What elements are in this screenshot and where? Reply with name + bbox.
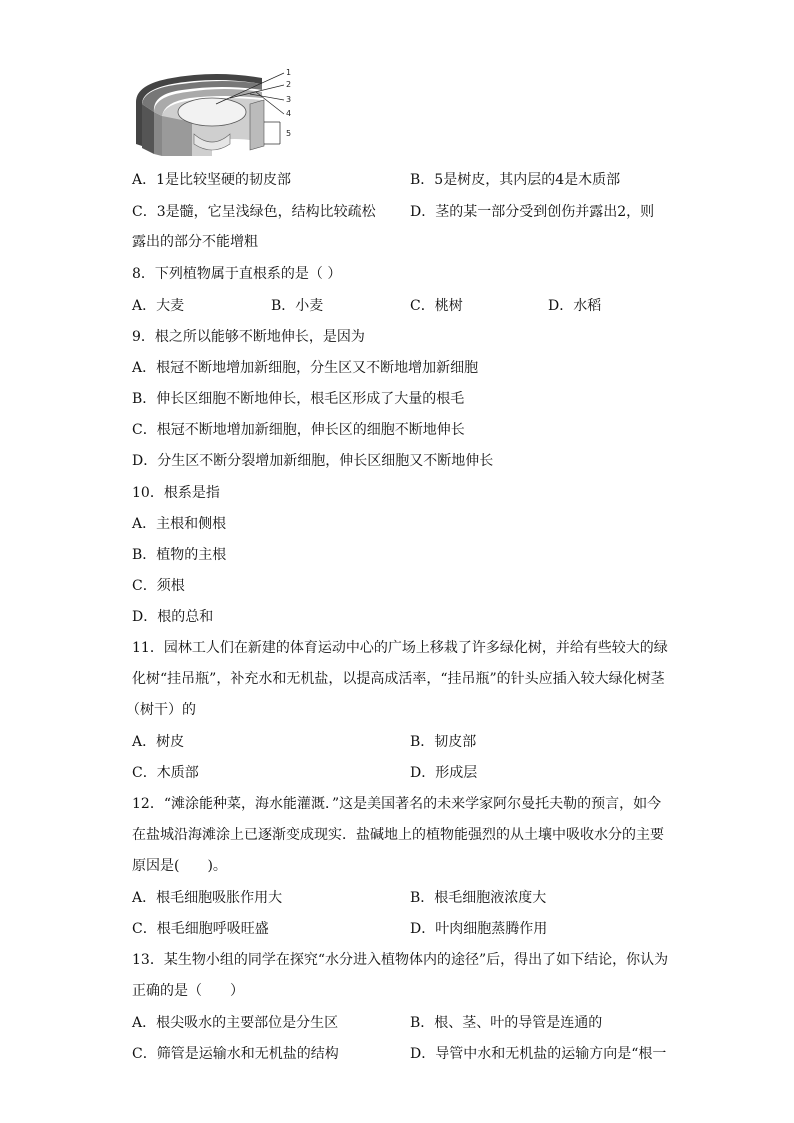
q7-option-a: A．1是比较坚硬的韧皮部: [132, 172, 292, 188]
q8-option-d: D．水稻: [548, 298, 602, 314]
q10-option-c: C．须根: [132, 578, 185, 594]
q11-option-b: B．韧皮部: [410, 734, 477, 750]
q9-option-c: C．根冠不断地增加新细胞，伸长区的细胞不断地伸长: [132, 422, 465, 438]
q11-stem-line-3: （树干）的: [126, 702, 196, 718]
q10-option-a: A．主根和侧根: [132, 516, 227, 532]
q12-stem-line-3: 原因是( )。: [132, 858, 227, 874]
q10-option-d: D．根的总和: [132, 609, 214, 625]
q8-stem: 8．下列植物属于直根系的是（ ）: [132, 266, 342, 282]
q12-option-a: A．根毛细胞吸胀作用大: [132, 890, 283, 906]
q12-option-c: C．根毛细胞呼吸旺盛: [132, 921, 269, 937]
stem-cross-section-figure: [132, 64, 300, 160]
q9-option-d: D．分生区不断分裂增加新细胞，伸长区细胞又不断地伸长: [132, 453, 494, 469]
figure-label-5: 5: [286, 129, 292, 138]
q13-stem-line-1: 13．某生物小组的同学在探究“水分进入植物体内的途径”后，得出了如下结论，你认为: [132, 952, 669, 968]
q11-stem-line-1: 11．园林工人们在新建的体育运动中心的广场上移栽了许多绿化树，并给有些较大的绿: [132, 640, 668, 656]
q12-stem-line-2: 在盐城沿海滩涂上已逐渐变成现实．盐碱地上的植物能强烈的从土壤中吸收水分的主要: [132, 827, 664, 843]
figure-label-1: 1: [286, 68, 292, 77]
q13-option-d: D．导管中水和无机盐的运输方向是“根一: [410, 1046, 667, 1062]
q8-option-b: B．小麦: [271, 298, 324, 314]
q7-option-d: D．茎的某一部分受到创伤并露出2，则: [410, 204, 655, 220]
q8-option-c: C．桃树: [410, 298, 463, 314]
q11-stem-line-2: 化树“挂吊瓶”，补充水和无机盐，以提高成活率，“挂吊瓶”的针头应插入较大绿化树茎: [132, 671, 665, 687]
q10-option-b: B．植物的主根: [132, 547, 227, 563]
q13-stem-line-2: 正确的是（ ）: [132, 983, 244, 999]
q11-option-c: C．木质部: [132, 765, 199, 781]
q7-option-c: C．3是髓，它呈浅绿色，结构比较疏松: [132, 204, 376, 220]
figure-label-3: 3: [286, 95, 292, 104]
q12-option-b: B．根毛细胞液浓度大: [410, 890, 547, 906]
q13-option-c: C．筛管是运输水和无机盐的结构: [132, 1046, 339, 1062]
q8-option-a: A．大麦: [132, 298, 185, 314]
q12-option-d: D．叶肉细胞蒸腾作用: [410, 921, 548, 937]
q10-stem: 10．根系是指: [132, 485, 220, 501]
q13-option-b: B．根、茎、叶的导管是连通的: [410, 1015, 603, 1031]
q11-option-d: D．形成层: [410, 765, 478, 781]
q11-option-a: A．树皮: [132, 734, 185, 750]
q7-option-b: B．5是树皮，其内层的4是木质部: [410, 172, 621, 188]
figure-label-4: 4: [286, 109, 292, 118]
figure-label-2: 2: [286, 80, 292, 89]
q13-option-a: A．根尖吸水的主要部位是分生区: [132, 1015, 339, 1031]
q9-stem: 9．根之所以能够不断地伸长，是因为: [132, 329, 365, 345]
q12-stem-line-1: 12．“滩涂能种菜，海水能灌溉．”这是美国著名的未来学家阿尔曼托夫勒的预言，如今: [132, 796, 662, 812]
q9-option-b: B．伸长区细胞不断地伸长，根毛区形成了大量的根毛: [132, 391, 465, 407]
q9-option-a: A．根冠不断地增加新细胞，分生区又不断地增加新细胞: [132, 360, 479, 376]
q7-option-d-continued: 露出的部分不能增粗: [132, 234, 258, 250]
